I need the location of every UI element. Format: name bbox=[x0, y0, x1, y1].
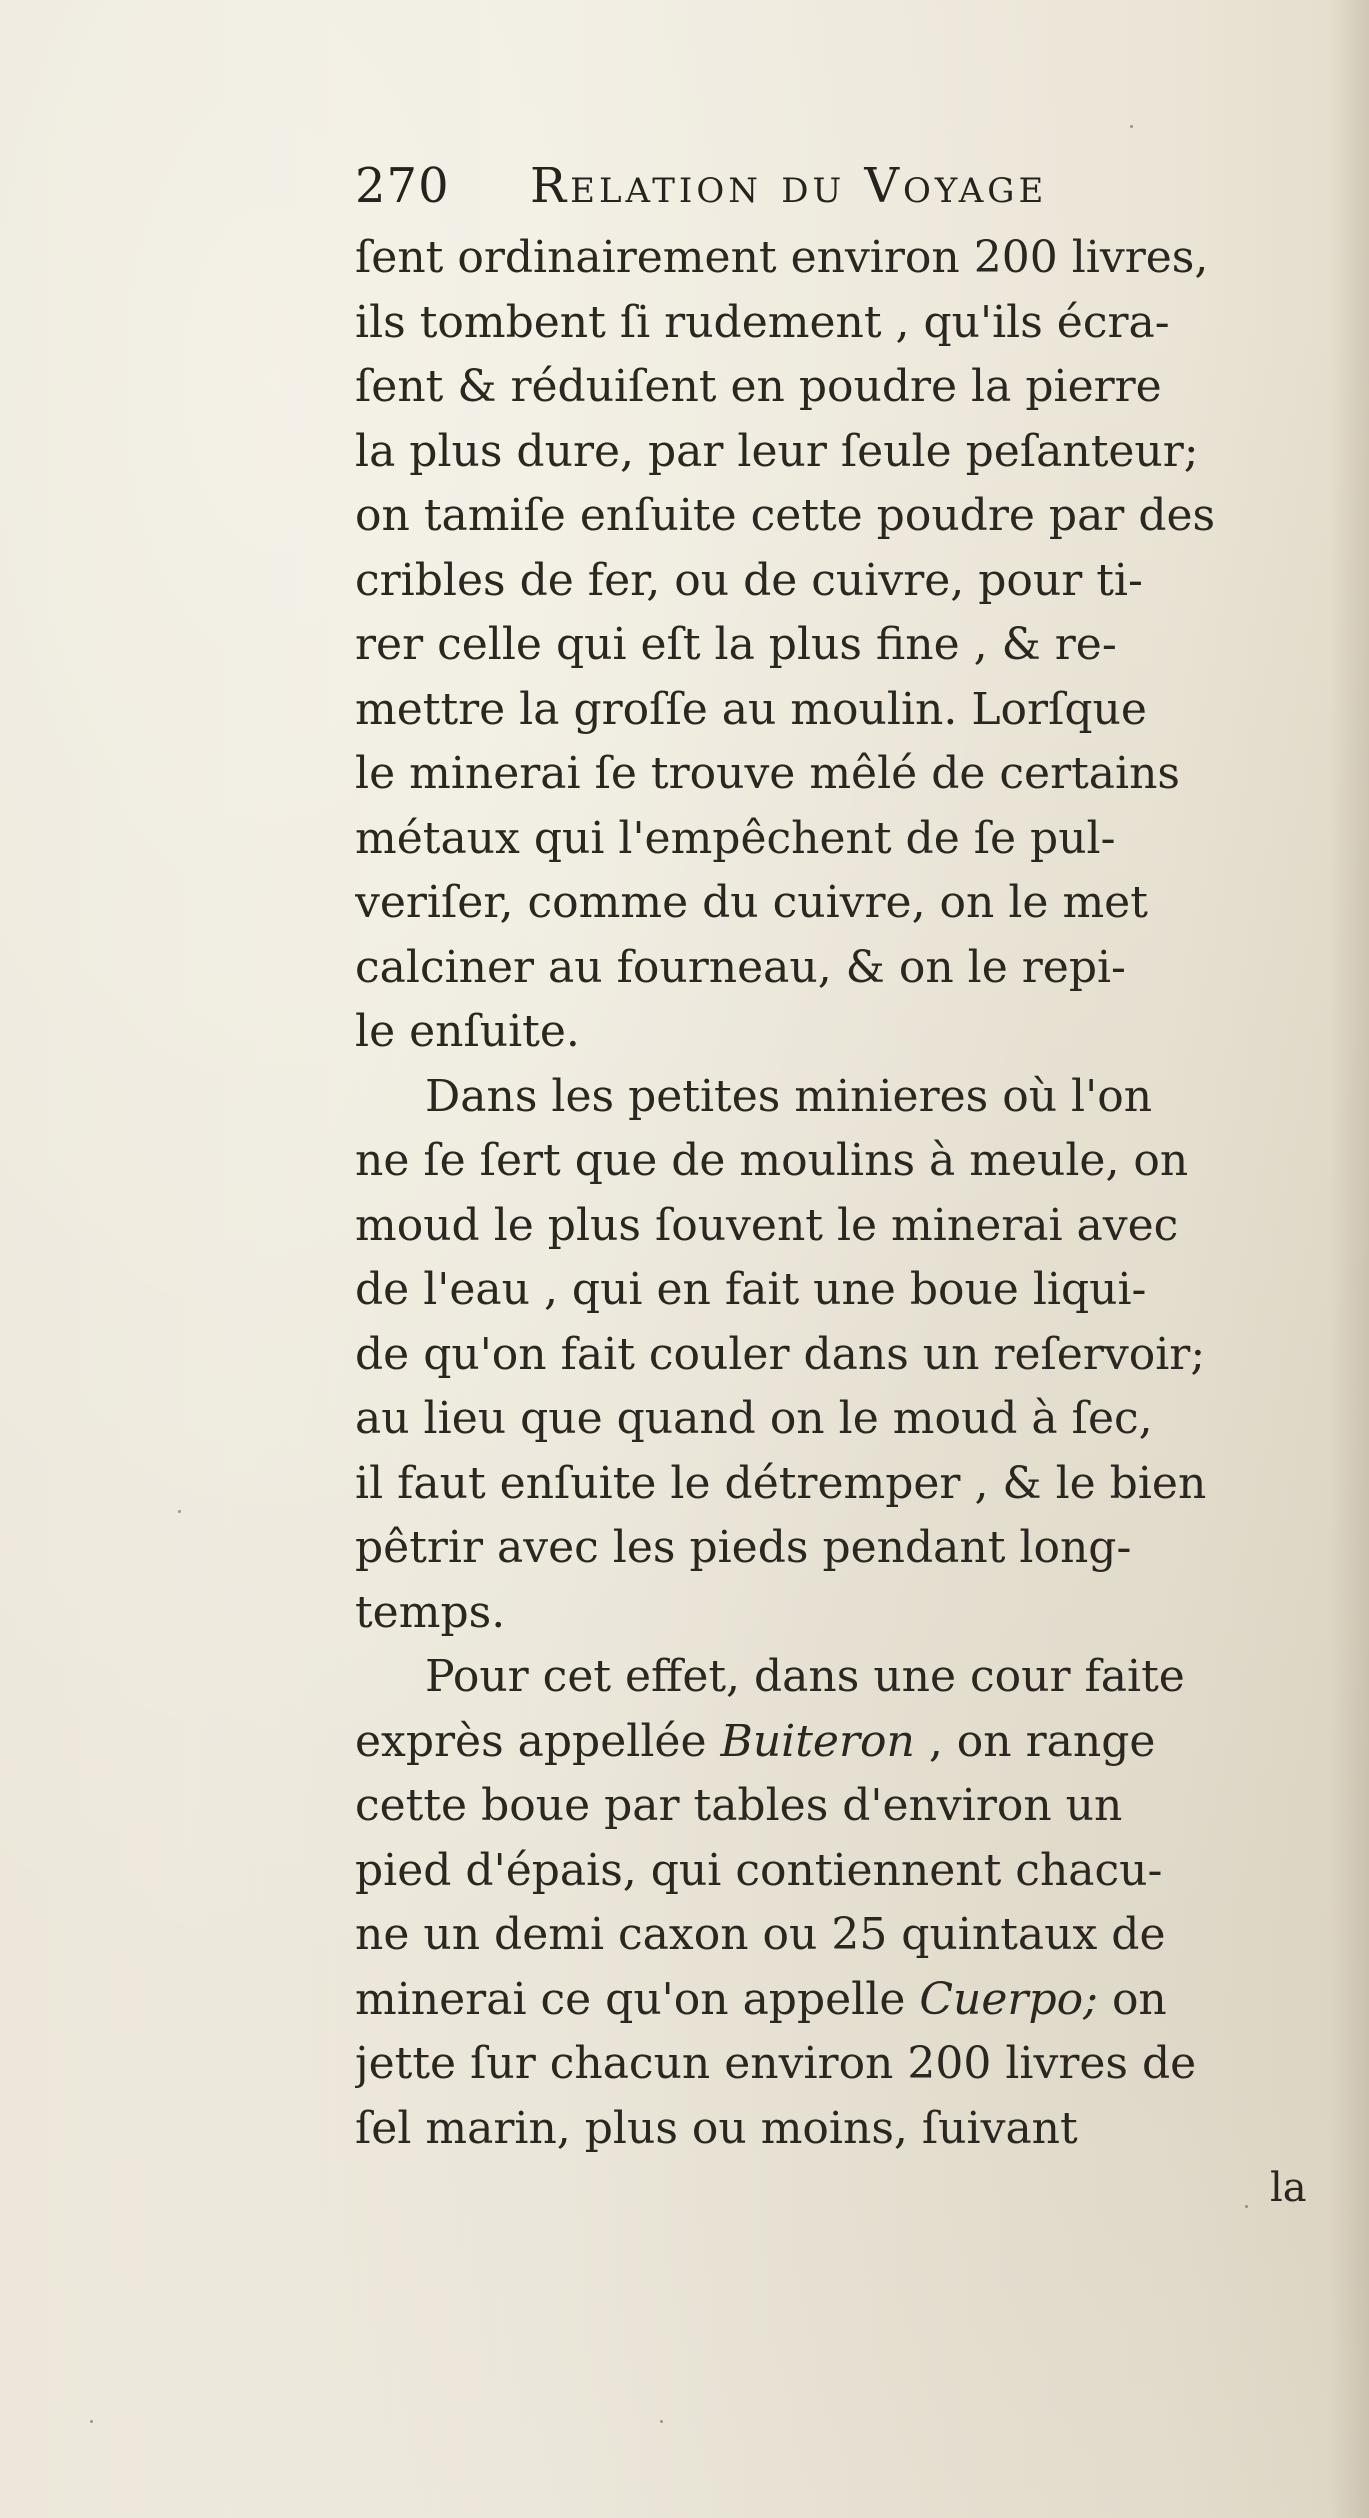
page-number: 270 bbox=[355, 158, 450, 214]
text-line: de l'eau , qui en fait une boue liqui- bbox=[355, 1264, 1147, 1315]
text-line: ils tombent ſi rudement , qu'ils écra- bbox=[355, 296, 1170, 348]
text-line: ſent ordinairement environ 200 livres, bbox=[355, 232, 1209, 283]
text-line: ne ſe ſert que de moulins à meule, on bbox=[355, 1135, 1189, 1186]
text-line: temps. bbox=[355, 1586, 506, 1638]
paper-speck bbox=[1245, 2205, 1248, 2208]
italic-term: Buiteron bbox=[720, 1715, 915, 1767]
text-line: rer celle qui eſt la plus fine , & re- bbox=[355, 619, 1117, 670]
paper-speck bbox=[178, 1510, 181, 1513]
text-line: métaux qui l'empêchent de ſe pul- bbox=[355, 812, 1116, 864]
text-line: il faut enſuite le détremper , & le bien bbox=[355, 1457, 1207, 1509]
text-line bbox=[355, 1710, 1315, 1775]
paper-speck bbox=[90, 2420, 93, 2423]
text-line: pied d'épais, qui contiennent chacu- bbox=[355, 1844, 1163, 1896]
catchword: la bbox=[1270, 2165, 1307, 2211]
body-text bbox=[355, 226, 1315, 2161]
paper-speck bbox=[660, 2420, 663, 2423]
text-line: veriſer, comme du cuivre, on le met bbox=[355, 877, 1148, 928]
text-segment: minerai ce qu'on appelle bbox=[355, 1973, 906, 2025]
text-line: jette ſur chacun environ 200 livres de bbox=[355, 2038, 1197, 2089]
text-line: le minerai ſe trouve mêlé de certains bbox=[355, 748, 1180, 799]
text-line: pêtrir avec les pieds pendant long- bbox=[355, 1522, 1132, 1573]
text-line: la plus dure, par leur ſeule peſanteur; bbox=[355, 425, 1199, 477]
text-line: mettre la groſſe au moulin. Lorſque bbox=[355, 683, 1147, 735]
text-line: calciner au fourneau, & on le repi- bbox=[355, 941, 1126, 993]
running-title: Relation du Voyage bbox=[530, 158, 1048, 214]
text-line: au lieu que quand on le moud à ſec, bbox=[355, 1393, 1153, 1444]
text-line: le enſuite. bbox=[355, 1006, 580, 1057]
text-line: cribles de fer, ou de cuivre, pour ti- bbox=[355, 554, 1143, 606]
text-line: ſel marin, plus ou moins, ſuivant bbox=[355, 2102, 1078, 2154]
paper-speck bbox=[1130, 125, 1133, 128]
italic-term: Cuerpo; bbox=[919, 1973, 1098, 2025]
paragraph-first-line: Dans les petites minieres où l'on bbox=[425, 1070, 1153, 1122]
text-line: ſent & réduiſent en poudre la pierre bbox=[355, 361, 1162, 412]
text-line: moud le plus ſouvent le minerai avec bbox=[355, 1199, 1179, 1251]
text-line: on tamiſe enſuite cette poudre par des bbox=[355, 490, 1216, 541]
running-header bbox=[355, 158, 1315, 218]
text-line: de qu'on fait couler dans un reſervoir; bbox=[355, 1328, 1206, 1380]
paragraph-first-line: Pour cet effet, dans une cour faite bbox=[425, 1651, 1185, 1702]
text-segment: exprès appellée bbox=[355, 1715, 707, 1767]
text-segment: , on range bbox=[928, 1715, 1156, 1767]
text-line bbox=[355, 1968, 1315, 2033]
text-line: cette boue par tables d'environ un bbox=[355, 1780, 1123, 1831]
text-segment: on bbox=[1111, 1973, 1167, 2025]
page-edge-shadow bbox=[1329, 0, 1369, 2518]
text-line: ne un demi caxon ou 25 quintaux de bbox=[355, 1909, 1166, 1960]
